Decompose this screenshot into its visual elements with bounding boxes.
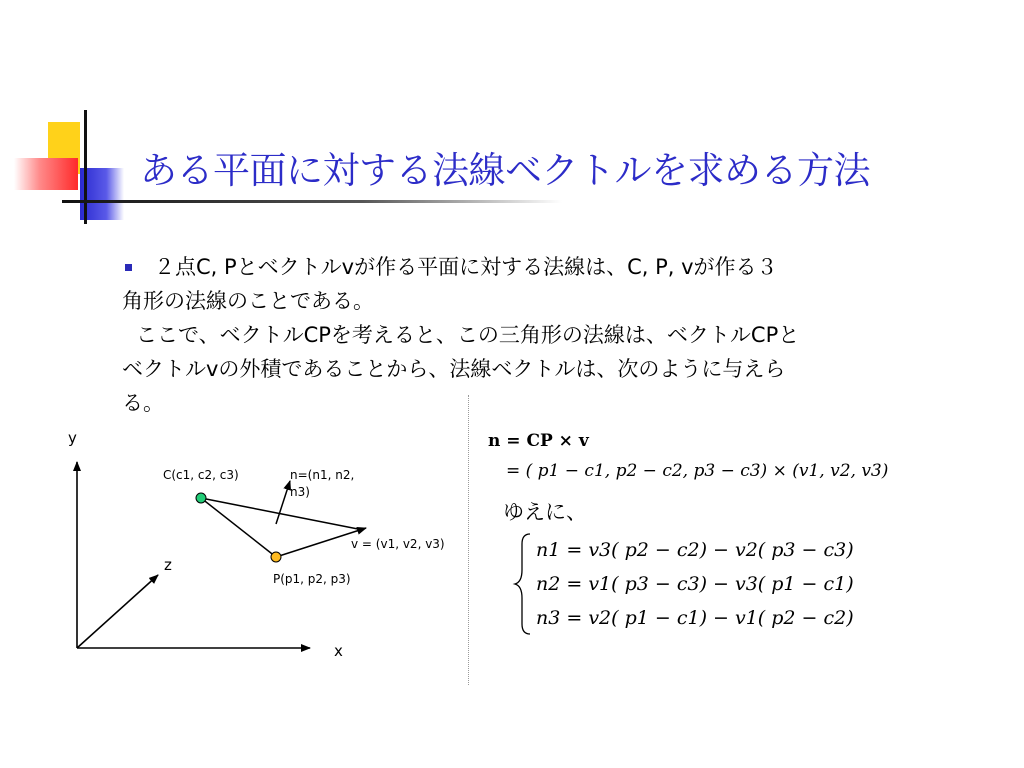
vector-v-label: v = (v1, v2, v3) <box>351 537 445 551</box>
body-line-3: ここで、ベクトルCPを考えると、この三角形の法線は、ベクトルCPと <box>136 323 800 347</box>
formula-cross-line-1: n = CP × v <box>488 431 589 451</box>
z-axis-label: z <box>164 556 172 574</box>
body-line-1: ２点C, Pとベクトルvが作る平面に対する法線は、C, P, vが作る３ <box>154 255 778 279</box>
column-divider <box>468 395 469 685</box>
z-axis <box>77 575 158 648</box>
edge-c-to-p <box>201 498 276 557</box>
body-line-5: る。 <box>122 391 164 415</box>
point-c-label: C(c1, c2, c3) <box>163 468 239 482</box>
x-axis-label: x <box>334 642 343 660</box>
y-axis-label: y <box>68 429 77 447</box>
vector-diagram <box>0 0 470 768</box>
point-p-label: P(p1, p2, p3) <box>273 572 351 586</box>
equation-n3: n3 = v2( p1 − c1) − v1( p2 − c2) <box>536 607 854 629</box>
normal-vector-arrow <box>276 481 290 524</box>
slide-title: ある平面に対する法線ベクトルを求める方法 <box>140 149 870 192</box>
normal-label-line2: n3) <box>290 485 310 499</box>
equation-n1: n1 = v3( p2 − c2) − v2( p3 − c3) <box>536 539 854 561</box>
normal-label-line1: n=(n1, n2, <box>290 468 355 482</box>
formula-cross-line-2: = ( p1 − c1, p2 − c2, p3 − c3) × (v1, v2, v3) <box>506 461 889 481</box>
equation-n2: n2 = v1( p3 − c3) − v3( p1 − c1) <box>536 573 854 595</box>
left-brace-icon <box>515 534 530 634</box>
cross-product-formula <box>470 420 1024 490</box>
body-line-2: 角形の法線のことである。 <box>122 289 374 313</box>
body-line-4: ベクトルvの外積であることから、法線ベクトルは、次のように与えら <box>122 357 786 381</box>
therefore-text: ゆえに、 <box>503 500 587 524</box>
normal-components-system <box>510 528 930 640</box>
edge-c-to-v <box>201 498 363 530</box>
point-c <box>196 493 206 503</box>
point-p <box>271 552 281 562</box>
